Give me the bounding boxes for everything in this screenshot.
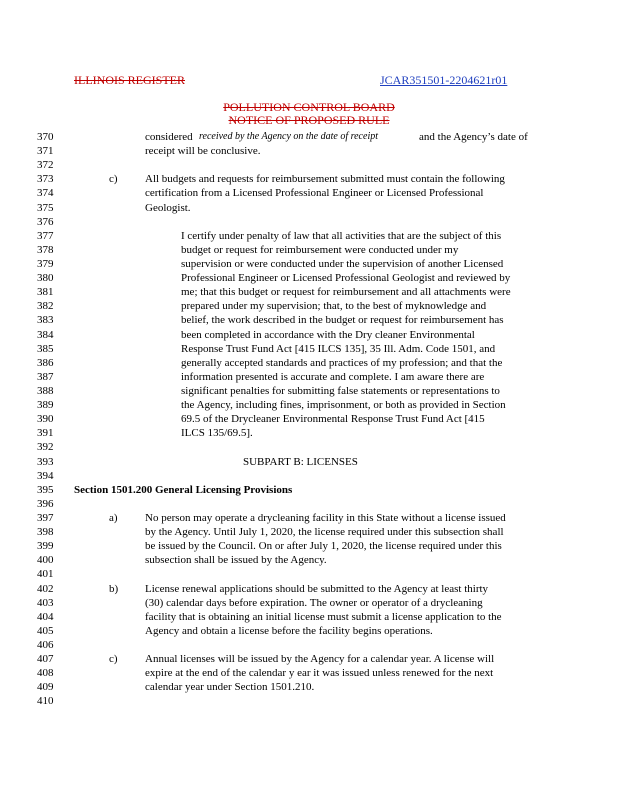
document-line [0,624,618,638]
line-number: 409 [37,681,54,694]
line-number: 388 [37,384,54,397]
line-number: 382 [37,300,54,313]
document-line [0,539,618,553]
section-heading: Section 1501.200 General Licensing Provisions [74,483,293,496]
line-number: 384 [37,328,54,341]
line-text: ILCS 135/69.5]. [181,427,253,440]
line-number: 410 [37,695,54,708]
document-line [0,186,618,200]
line-number: 399 [37,540,54,553]
document-line [0,342,618,356]
line-number: 406 [37,638,54,651]
document-line [0,370,618,384]
document-line [0,567,618,581]
line-text: 69.5 of the Drycleaner Environmental Response Trust Fund Act [415 [181,413,485,426]
line-number: 386 [37,356,54,369]
line-number: 374 [37,187,54,200]
line-text: belief, the work described in the budget or request for reimbursement has [181,314,504,327]
document-line [0,469,618,483]
line-number: 376 [37,215,54,228]
board-name: POLLUTION CONTROL BOARD [223,100,395,114]
document-line [0,356,618,370]
line-text: receipt will be conclusive. [145,145,261,158]
document-line [0,158,618,172]
document-line [0,596,618,610]
line-number: 394 [37,469,54,482]
line-number: 378 [37,243,54,256]
document-line [0,257,618,271]
line-number: 385 [37,342,54,355]
line-number: 398 [37,526,54,539]
line-text: by the Agency. Until July 1, 2020, the license required under this subsection shall [145,526,504,539]
document-line [0,243,618,257]
line-number: 372 [37,159,54,172]
line-number: 373 [37,173,54,186]
line-number: 401 [37,568,54,581]
line-text: calendar year under Section 1501.210. [145,681,315,694]
document-line [0,511,618,525]
document-line [0,497,618,511]
document-line [0,694,618,708]
line-number: 404 [37,610,54,623]
document-line [0,384,618,398]
line-number: 397 [37,511,54,524]
document-line [0,525,618,539]
line-number: 383 [37,314,54,327]
document-line [0,299,618,313]
line-number: 375 [37,201,54,214]
line-text: subsection shall be issued by the Agency. [145,554,327,567]
document-line [0,215,618,229]
document-line [0,412,618,426]
line-text: I certify under penalty of law that all activities that are the subject of this [181,229,502,242]
subsection-marker: c) [109,173,118,186]
line-text: expire at the end of the calendar y ear it was issued unless renewed for the next [145,667,494,680]
line-text: been completed in accordance with the Dry cleaner Environmental [181,328,475,341]
line-text: prepared under my supervision; that, to the best of myknowledge and [181,300,487,313]
line-number: 407 [37,653,54,666]
document-line [0,313,618,327]
document-line [0,440,618,454]
document-line [0,328,618,342]
line-number: 405 [37,624,54,637]
subsection-marker: b) [109,582,119,595]
line-text: budget or request for reimbursement were conducted under my [181,243,459,256]
line-number: 381 [37,286,54,299]
document-line [0,201,618,215]
line-number: 393 [37,455,54,468]
line-text: me; that this budget or request for reimbursement and all attachments were [181,286,511,299]
document-line [0,652,618,666]
line-number: 379 [37,257,54,270]
line-number: 377 [37,229,54,242]
document-line [0,483,618,497]
document-line [0,130,618,144]
line-text: certification from a Licensed Professional Engineer or Licensed Professional [145,187,484,200]
line-text: Response Trust Fund Act [415 ILCS 135], 35 Ill. Adm. Code 1501, and [181,342,496,355]
line-text: considered [145,131,193,143]
document-line [0,144,618,158]
document-id-link[interactable]: JCAR351501-2204621r01 [380,73,508,87]
line-number: 396 [37,497,54,510]
line-text: All budgets and requests for reimbursement submitted must contain the following [145,173,505,186]
line-text: information presented is accurate and complete. I am aware there are [181,370,485,383]
document-line [0,285,618,299]
document-line [0,638,618,652]
line-number: 370 [37,131,54,143]
line-number: 380 [37,272,54,285]
document-line [0,610,618,624]
line-number: 390 [37,413,54,426]
line-number: 408 [37,667,54,680]
document-line [0,666,618,680]
subsection-marker: a) [109,511,118,524]
line-text: (30) calendar days before expiration. The owner or operator of a drycleaning [145,596,483,609]
line-text: facility that is obtaining an initial license must submit a license application to the [145,610,502,623]
line-number: 371 [37,145,54,158]
line-number: 402 [37,582,54,595]
line-text: Geologist. [145,201,191,214]
inserted-italic-text: received by the Agency on the date of receipt [199,131,378,142]
line-text-continued: and the Agency’s date of [419,131,528,143]
line-text: License renewal applications should be submitted to the Agency at least thirty [145,582,489,595]
line-number: 395 [37,483,54,496]
line-number: 387 [37,370,54,383]
document-line [0,455,618,469]
line-text: be issued by the Council. On or after July 1, 2020, the license required under this [145,540,502,553]
subpart-heading: SUBPART B: LICENSES [243,455,358,468]
document-line [0,553,618,567]
subsection-marker: c) [109,653,118,666]
line-text: No person may operate a drycleaning facility in this State without a license issued [145,511,506,524]
document-line [0,271,618,285]
line-text: the Agency, including fines, imprisonment, or both as provided in Section [181,399,506,412]
line-number: 403 [37,596,54,609]
document-line [0,172,618,186]
register-title: ILLINOIS REGISTER [74,73,185,87]
line-number: 400 [37,554,54,567]
line-number: 389 [37,399,54,412]
line-text: Annual licenses will be issued by the Agency for a calendar year. A license will [145,653,495,666]
document-line [0,582,618,596]
line-text: Agency and obtain a license before the facility begins operations. [145,624,433,637]
line-text: supervision or were conducted under the supervision of another Licensed [181,257,504,270]
line-text: generally accepted standards and practices of my profession; and that the [181,356,503,369]
notice-title: NOTICE OF PROPOSED RULE [228,113,390,127]
document-line [0,398,618,412]
document-line [0,426,618,440]
document-line [0,229,618,243]
line-text: Professional Engineer or Licensed Professional Geologist and reviewed by [181,272,511,285]
line-text: significant penalties for submitting false statements or representations to [181,384,500,397]
line-number: 391 [37,427,54,440]
line-number: 392 [37,441,54,454]
document-line [0,680,618,694]
